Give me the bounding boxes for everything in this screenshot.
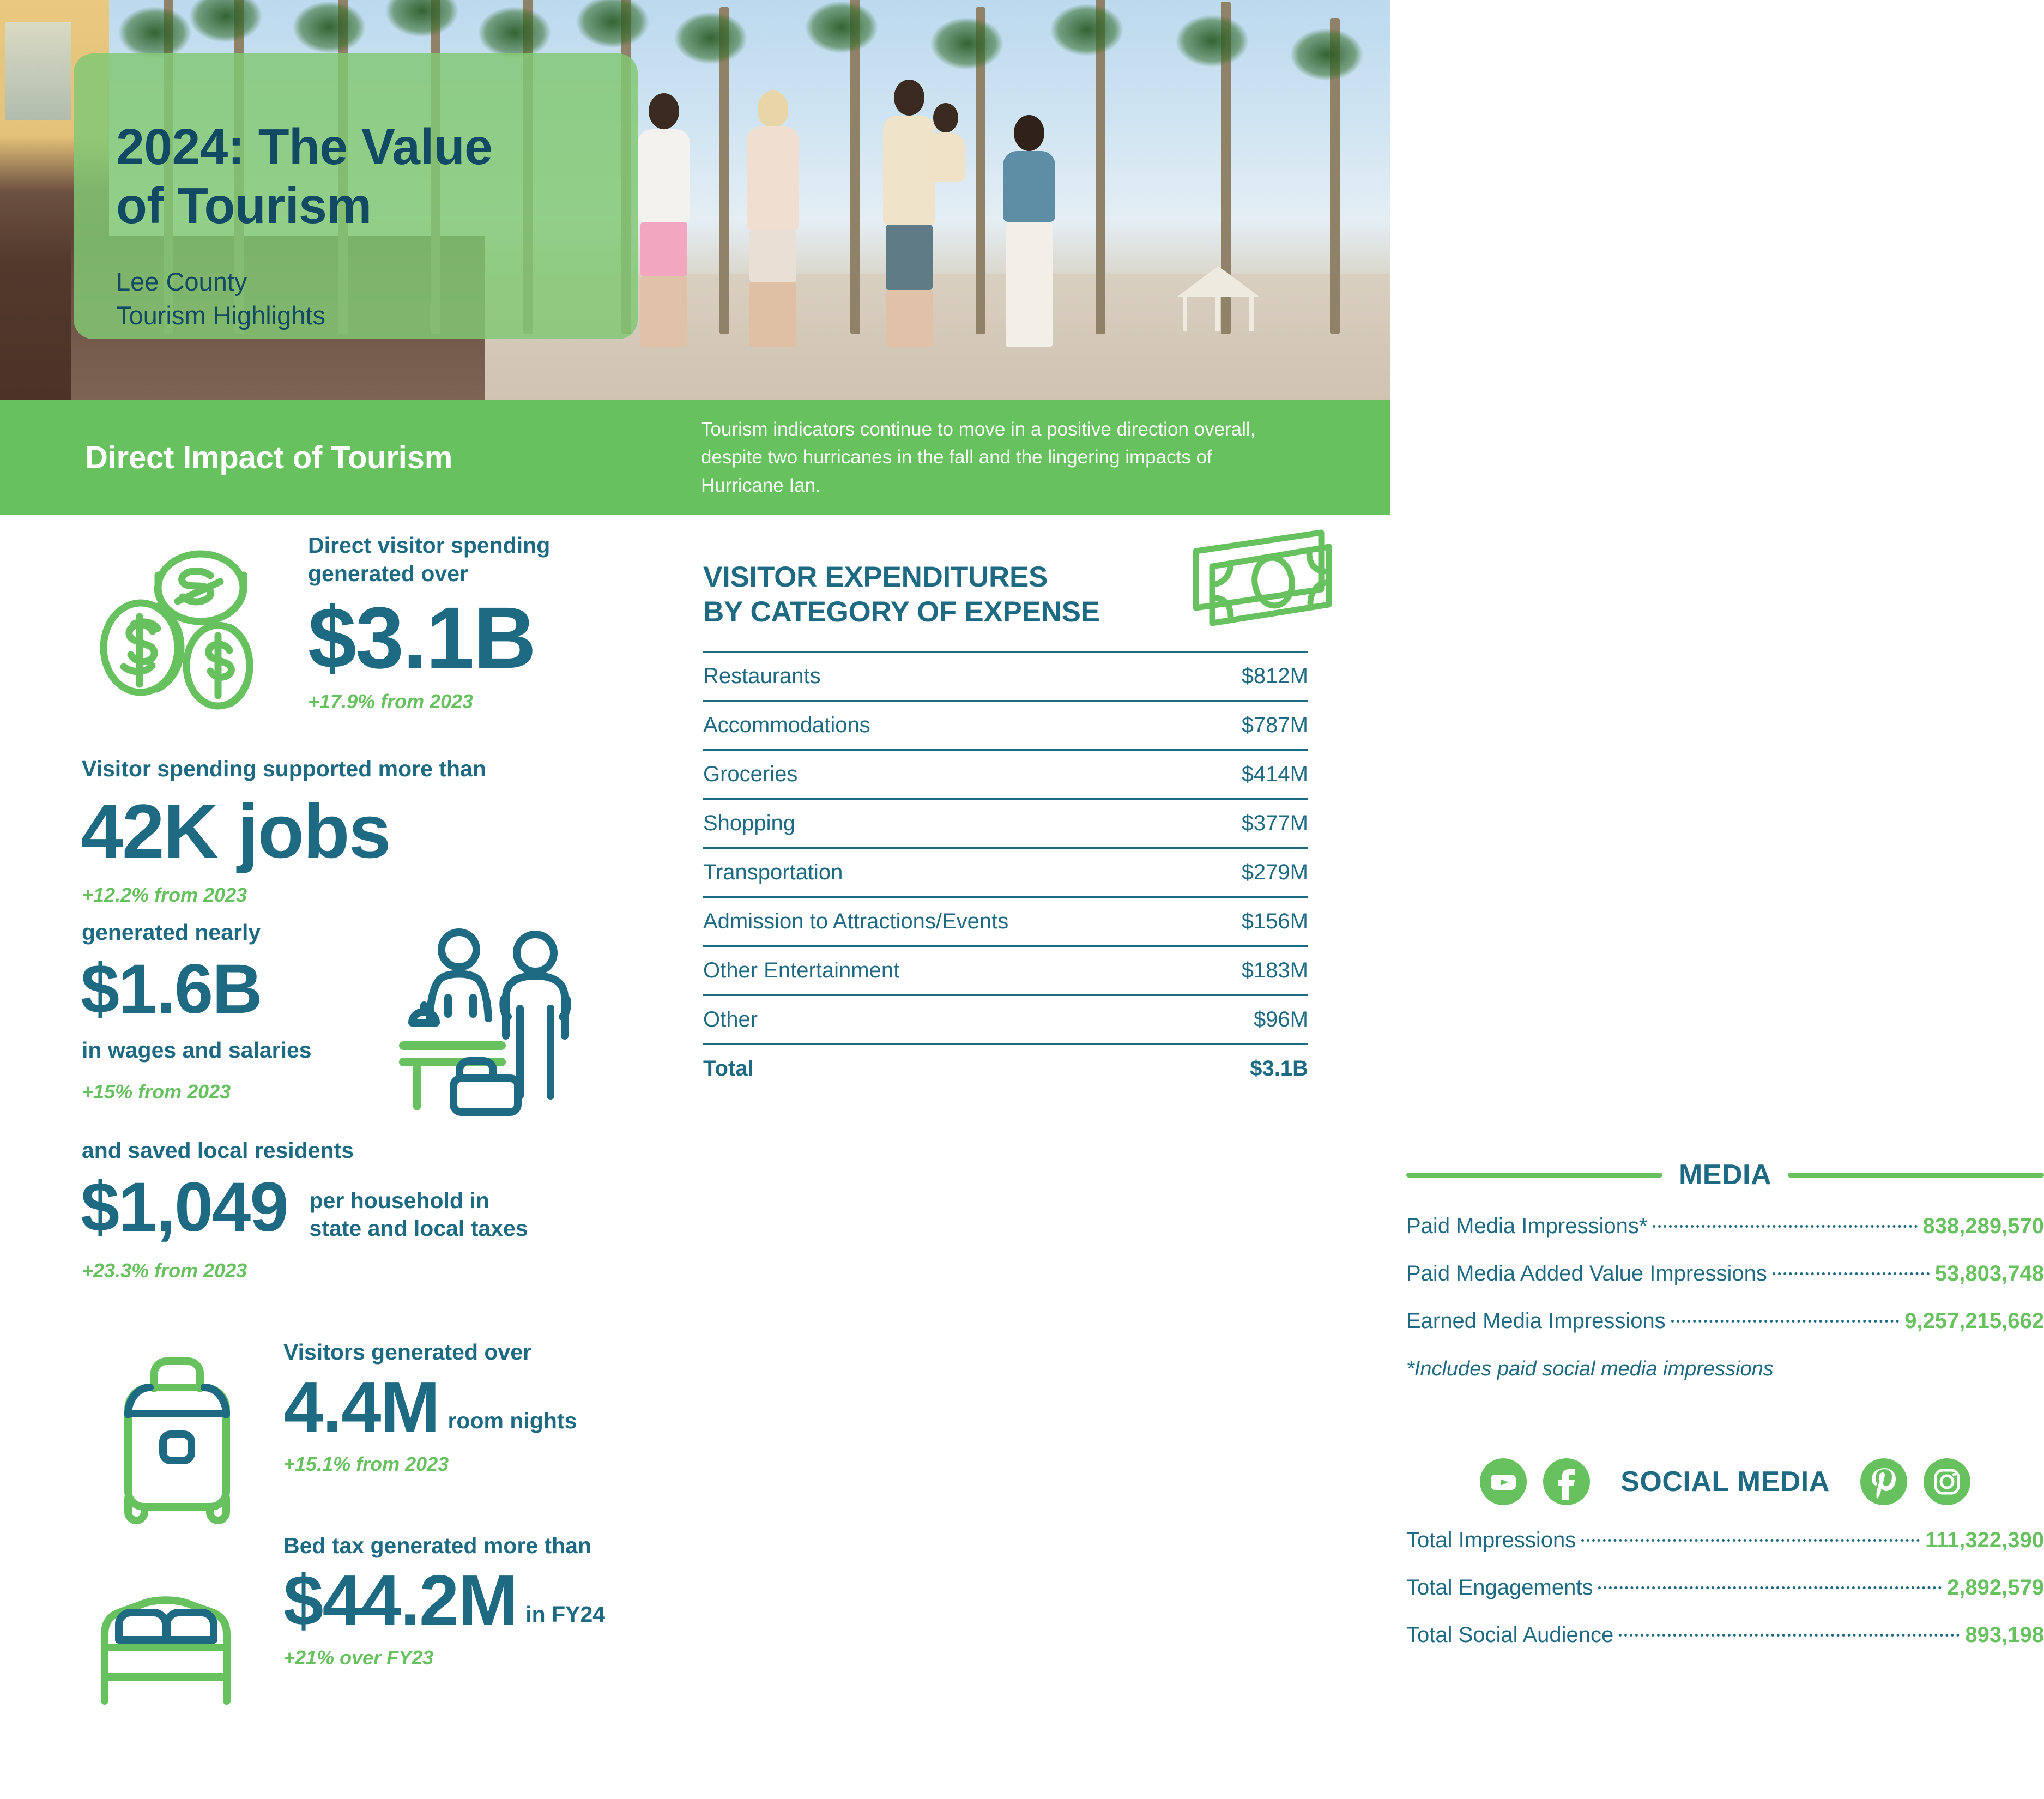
person-teen-boy [638, 93, 690, 347]
spending-lede [308, 532, 550, 588]
media-footnote: *Includes paid social media impressions [1406, 1357, 1774, 1380]
media-row [1406, 1214, 2044, 1239]
social-section [1406, 1458, 2044, 1647]
expenditure-value: $812M [1241, 664, 1308, 689]
room-nights-delta: +15.1% from 2023 [283, 1452, 449, 1475]
hero-section [0, 0, 1390, 400]
taxes-side-line-1: per household in [309, 1187, 489, 1213]
youtube-icon[interactable] [1480, 1458, 1527, 1505]
hero-title-line-1: 2024: The Value [116, 118, 493, 175]
expenditure-label: Total [703, 1057, 754, 1081]
hero-title-line-2: of Tourism [116, 177, 372, 234]
hero-subtitle-line-1: Lee County [116, 267, 247, 296]
expenditures-title-line-1: VISITOR EXPENDITURES [703, 561, 1048, 593]
spending-text [308, 532, 550, 713]
coins-icon [87, 547, 273, 710]
social-label: Total Social Audience [1406, 1623, 1614, 1647]
dot-leader [1671, 1320, 1899, 1323]
media-row [1406, 1261, 2044, 1286]
table-row [703, 700, 1308, 749]
expenditure-label: Admission to Attractions/Events [703, 909, 1009, 934]
jobs-value: 42K jobs [81, 788, 390, 874]
suitcase-icon [106, 1349, 248, 1518]
room-nights-text [283, 1338, 577, 1476]
media-rule-left [1406, 1173, 1662, 1178]
media-label: Paid Media Added Value Impressions [1406, 1261, 1767, 1285]
media-rule-right [1788, 1173, 2044, 1178]
expenditure-label: Shopping [703, 811, 796, 836]
expenditure-label: Groceries [703, 762, 798, 787]
media-header [1406, 1158, 2044, 1191]
bed-tax-lede: Bed tax generated more than [283, 1533, 592, 1558]
spending-lede-line-2: generated over [308, 560, 468, 586]
social-label: Total Impressions [1406, 1528, 1576, 1552]
bed-tax-text [283, 1532, 605, 1669]
social-label: Total Engagements [1406, 1575, 1593, 1599]
expenditures-total-row [703, 1043, 1308, 1092]
expenditure-value: $377M [1241, 811, 1308, 836]
dot-leader [1653, 1225, 1917, 1228]
table-row [703, 651, 1308, 700]
bed-tax-delta: +21% over FY23 [283, 1646, 434, 1669]
social-row [1406, 1623, 2044, 1647]
media-value: 9,257,215,662 [1904, 1309, 2044, 1333]
media-title: MEDIA [1678, 1159, 1772, 1191]
pinterest-icon[interactable] [1860, 1458, 1907, 1505]
expenditure-value: $279M [1241, 860, 1308, 885]
table-row [703, 798, 1308, 847]
expenditure-value: $183M [1241, 958, 1308, 983]
band-title: Direct Impact of Tourism [85, 439, 453, 475]
stat-wages [0, 919, 681, 1103]
media-value: 53,803,748 [1934, 1261, 2044, 1285]
expenditure-label: Restaurants [703, 664, 821, 689]
dot-leader [1581, 1539, 1920, 1542]
expenditure-value: $96M [1253, 1007, 1308, 1032]
palm-frond [1281, 5, 1395, 87]
direct-impact-band [0, 400, 1390, 515]
bed-tax-side: in FY24 [525, 1602, 606, 1627]
media-value: 838,289,570 [1922, 1214, 2044, 1238]
hero-subtitle [116, 265, 638, 333]
person-child-piggyback [927, 103, 965, 182]
taxes-delta: +23.3% from 2023 [82, 1259, 247, 1282]
bed-tax-value: $44.2M [283, 1560, 517, 1640]
wages-delta: +15% from 2023 [82, 1080, 231, 1103]
table-row [703, 896, 1308, 945]
social-header [1406, 1458, 2044, 1505]
social-value: 111,322,390 [1925, 1528, 2044, 1552]
expenditure-value: $787M [1241, 713, 1308, 738]
right-column [703, 515, 2044, 1647]
room-nights-value: 4.4M [283, 1366, 439, 1447]
table-row [703, 994, 1308, 1043]
social-value: 893,198 [1965, 1623, 2044, 1647]
hotel-desk-icon [387, 927, 594, 1107]
room-nights-side: room nights [447, 1408, 577, 1433]
expenditure-value: $3.1B [1250, 1057, 1308, 1081]
jobs-lede: Visitor spending supported more than [82, 756, 486, 781]
social-rows [1406, 1528, 2044, 1647]
social-title: SOCIAL MEDIA [1620, 1466, 1830, 1498]
taxes-value: $1,049 [81, 1168, 288, 1247]
spending-lede-line-1: Direct visitor spending [308, 533, 551, 558]
social-value: 2,892,579 [1947, 1575, 2044, 1599]
media-rows [1406, 1214, 2044, 1333]
expenditure-label: Other Entertainment [703, 958, 900, 983]
expenditures-table [703, 651, 1308, 1092]
person-woman-hat [747, 90, 799, 347]
hero-title [116, 118, 638, 236]
hero-title-card [74, 53, 638, 339]
expenditure-label: Accommodations [703, 713, 870, 738]
dot-leader [1598, 1586, 1942, 1589]
bed-icon [76, 1565, 256, 1706]
stat-taxes [0, 1137, 681, 1282]
spending-value: $3.1B [308, 589, 535, 687]
expenditure-label: Other [703, 1007, 758, 1032]
hero-subtitle-line-2: Tourism Highlights [116, 300, 325, 330]
table-row [703, 749, 1308, 798]
taxes-lede: and saved local residents [82, 1138, 354, 1163]
media-label: Paid Media Impressions* [1406, 1214, 1648, 1238]
person-woman-blue-top [1003, 115, 1055, 347]
dot-leader [1773, 1272, 1930, 1275]
jobs-delta: +12.2% from 2023 [82, 883, 247, 906]
stat-visitor-spending [0, 515, 681, 744]
social-row [1406, 1575, 2044, 1600]
social-row [1406, 1528, 2044, 1553]
stat-jobs [0, 755, 681, 907]
facebook-icon[interactable] [1543, 1458, 1590, 1505]
taxes-side-line-2: state and local taxes [309, 1216, 528, 1241]
media-label: Earned Media Impressions [1406, 1309, 1666, 1333]
expenditures-title-line-2: BY CATEGORY OF EXPENSE [703, 595, 1100, 628]
expenditure-label: Transportation [703, 860, 843, 885]
taxes-side-label [310, 1187, 528, 1243]
expenditure-value: $414M [1241, 762, 1308, 787]
table-row [703, 945, 1308, 994]
banknote-icon [1188, 527, 1335, 625]
instagram-icon[interactable] [1924, 1458, 1970, 1505]
expenditure-value: $156M [1241, 909, 1308, 934]
table-row [703, 847, 1308, 896]
wages-value: $1.6B [81, 950, 262, 1028]
media-section [1406, 1158, 2044, 1381]
wages-sub: in wages and salaries [82, 1037, 312, 1063]
media-row [1406, 1309, 2044, 1333]
wages-lede: generated nearly [82, 920, 261, 945]
spending-delta: +17.9% from 2023 [308, 690, 474, 713]
gazebo [1177, 266, 1259, 331]
band-note: Tourism indicators continue to move in a positive direction overall, despite two hurricanes in the fall and the lingering impacts of Hurricane Ian. [701, 419, 1256, 496]
room-nights-lede: Visitors generated over [283, 1339, 531, 1365]
dot-leader [1619, 1634, 1960, 1637]
